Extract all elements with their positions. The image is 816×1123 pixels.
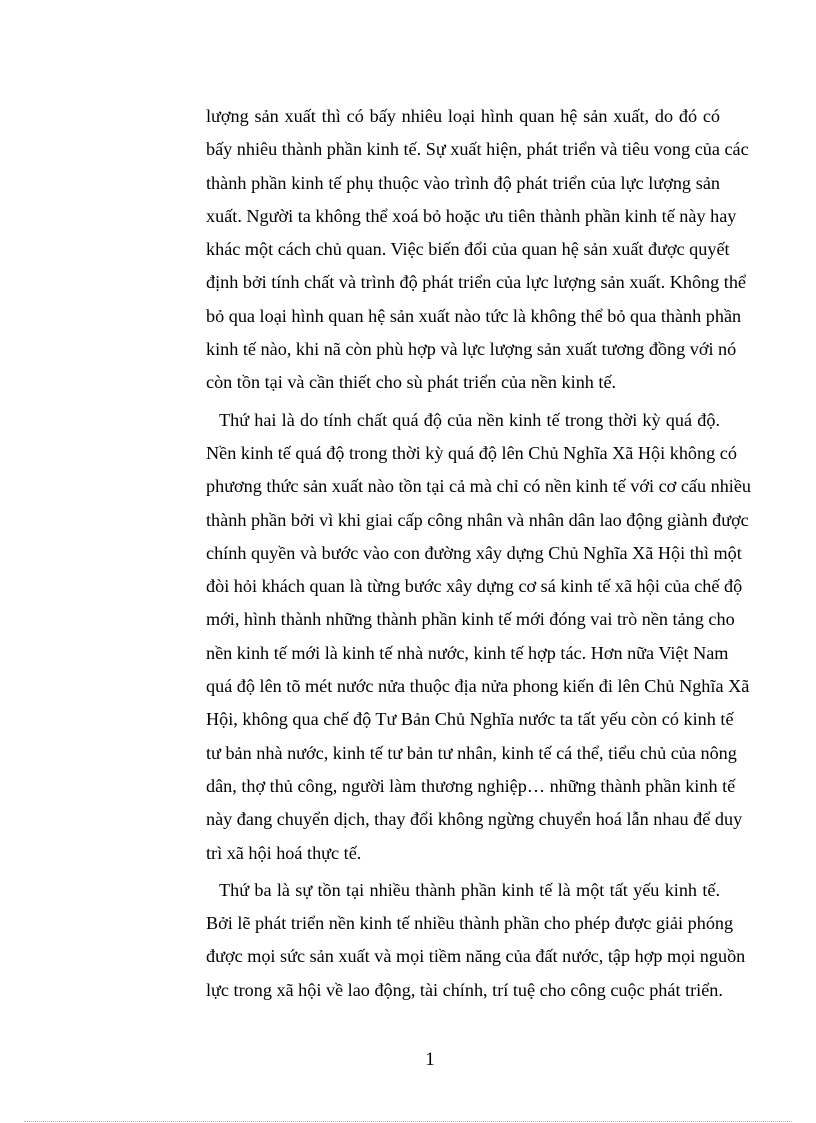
text-line: thành phần bởi vì khi giai cấp công nhân và nhân dân lao động giành được: [206, 509, 749, 530]
text-line: định bởi tính chất và trình độ phát triển của lực lượng sản xuất. Không thể: [206, 272, 747, 293]
text-line: khác một cách chủ quan. Việc biến đổi của quan hệ sản xuất được quyết: [206, 239, 730, 260]
text-line: đòi hỏi khách quan là từng bước xây dựng cơ sá kinh tế xã hội của chế độ: [206, 576, 743, 597]
text-line: Hội, không qua chế độ Tư Bản Chủ Nghĩa nước ta tất yếu còn có kinh tế: [206, 709, 734, 730]
text-line: quá độ lên tõ mét nước nửa thuộc địa nửa phong kiến đi lên Chủ Nghĩa Xã: [206, 676, 750, 697]
text-line: mới, hình thành những thành phần kinh tế mới đóng vai trò nền tảng cho: [206, 609, 735, 630]
text-line: tư bản nhà nước, kinh tế tư bản tư nhân, kinh tế cá thể, tiểu chủ của nông: [206, 742, 737, 763]
body-text: [206, 100, 752, 1007]
paragraph-3: [206, 874, 746, 1007]
text-line: lượng sản xuất thì có bấy nhiêu loại hình quan hệ sản xuất, do đó có: [206, 106, 720, 126]
text-line: Nền kinh tế quá độ trong thời kỳ quá độ lên Chủ Nghĩa Xã Hội không có: [206, 442, 737, 463]
text-line: còn tồn tại và cần thiết cho sù phát triển của nền kinh tế.: [206, 372, 617, 393]
text-line: kinh tế nào, khi nã còn phù hợp và lực lượng sản xuất tương đồng với nó: [206, 339, 737, 360]
text-line: phương thức sản xuất nào tồn tại cả mà chỉ có nền kinh tế với cơ cấu nhiều: [206, 476, 752, 497]
text-line: Bởi lẽ phát triển nền kinh tế nhiều thành phần cho phép được giải phóng: [206, 913, 734, 934]
text-line: Thứ hai là do tính chất quá độ của nền kinh tế trong thời kỳ quá độ.: [219, 409, 720, 430]
page-number: 1: [425, 1049, 435, 1070]
text-line: bấy nhiêu thành phần kinh tế. Sự xuất hiện, phát triển và tiêu vong của các: [206, 139, 749, 160]
text-line: lực trong xã hội về lao động, tài chính, trí tuệ cho công cuộc phát triển.: [206, 979, 723, 1000]
text-line: này đang chuyển dịch, thay đổi không ngừng chuyển hoá lẫn nhau để duy: [206, 809, 743, 830]
page-divider: [24, 1121, 792, 1122]
text-line: xuất. Người ta không thể xoá bỏ hoặc ưu tiên thành phần kinh tế này hay: [206, 205, 737, 226]
paragraph-1: [206, 100, 749, 400]
paragraph-2: [206, 404, 752, 870]
text-line: chính quyền và bước vào con đường xây dựng Chủ Nghĩa Xã Hội thì một: [206, 542, 742, 563]
text-line: nền kinh tế mới là kinh tế nhà nước, kinh tế hợp tác. Hơn nữa Việt Nam: [206, 642, 729, 663]
text-line: thành phần kinh tế phụ thuộc vào trình độ phát triển của lực lượng sản: [206, 172, 720, 193]
text-line: dân, thợ thủ công, người làm thương nghiệp… những thành phần kinh tế: [206, 775, 736, 796]
text-line: bỏ qua loại hình quan hệ sản xuất nào tức là không thể bỏ qua thành phần: [206, 305, 742, 326]
text-line: được mọi sức sản xuất và mọi tiềm năng của đất nước, tập hợp mọi nguồn: [206, 946, 746, 967]
text-line: trì xã hội hoá thực tế.: [206, 842, 362, 863]
text-line: Thứ ba là sự tồn tại nhiều thành phần kinh tế là một tất yếu kinh tế.: [219, 879, 720, 900]
